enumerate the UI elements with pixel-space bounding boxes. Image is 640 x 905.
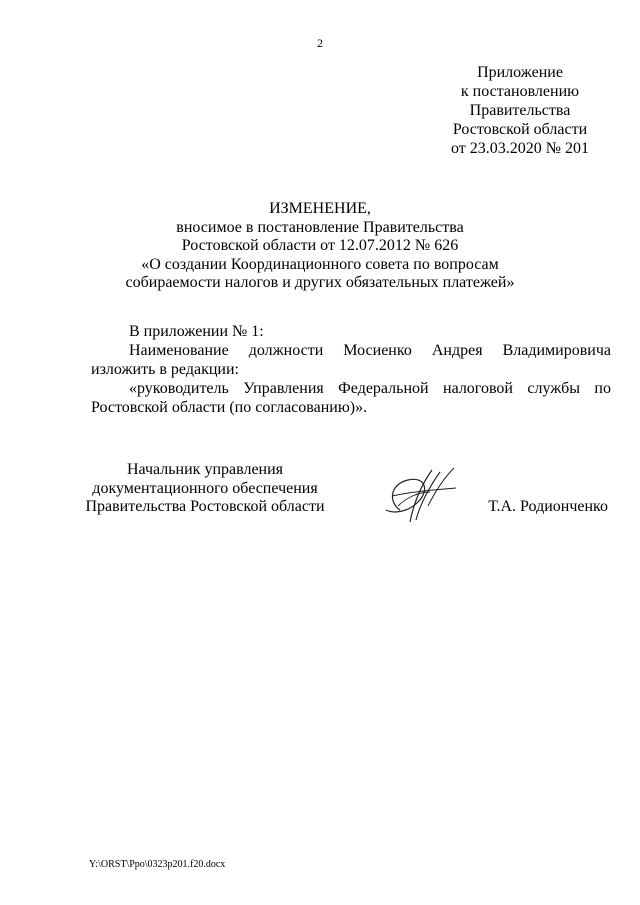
page-number: 2 — [317, 36, 323, 50]
appendix-header-line: к постановлению — [460, 83, 580, 100]
appendix-header-line: Правительства — [469, 102, 571, 119]
body-paragraph-name: Наименование должности Мосиенко Андрея Владимировича изложить в редакции: — [91, 342, 611, 378]
signatory-position — [75, 461, 335, 517]
change-title-line: вносимое в постановление Правительства — [176, 218, 464, 236]
handwritten-signature — [370, 462, 470, 532]
change-title-line: Ростовской области от 12.07.2012 № 626 — [181, 237, 459, 254]
signatory-position-line: Начальник управления — [126, 461, 284, 478]
signatory-position-line: Правительства Ростовской области — [85, 498, 325, 515]
body-paragraph-new-title: «руководитель Управления Федеральной налоговой службы по Ростовской области (по согласованию)». — [91, 380, 611, 416]
change-title-line: собираемости налогов и других обязательных платежей» — [125, 274, 515, 291]
signatory-position-line: документационного обеспечения — [92, 479, 318, 497]
appendix-header-line: от 23.03.2020 № 201 — [450, 140, 590, 157]
change-title-block — [110, 200, 530, 293]
appendix-header-line: Ростовской области — [452, 121, 588, 138]
appendix-header-line: Приложение — [477, 64, 563, 81]
change-title: ИЗМЕНЕНИЕ, — [269, 200, 371, 217]
file-path-footer: Y:\ORST\Ppo\0323p201.f20.docx — [89, 859, 226, 870]
document-body — [91, 322, 611, 417]
signatory-name: Т.А. Родионченко — [488, 498, 608, 515]
body-line-appendix: В приложении № 1: — [129, 323, 264, 340]
change-title-line: «О создании Координационного совета по вопросам — [141, 255, 499, 273]
appendix-header — [440, 63, 600, 158]
